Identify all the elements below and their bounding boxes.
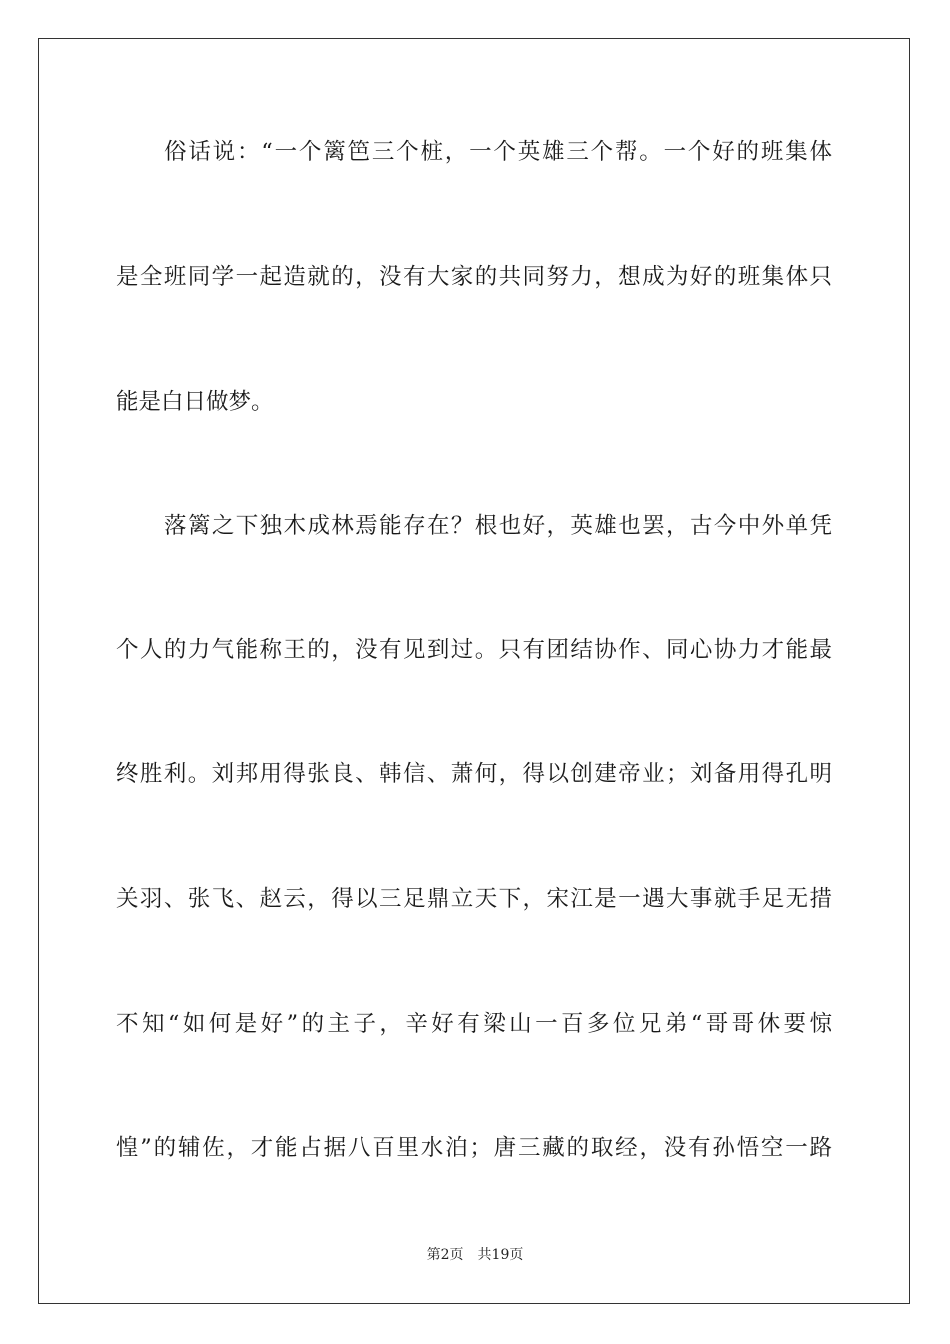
paragraph-2-line-5: 不知“如何是好”的主子，辛好有梁山一百多位兄弟“哥哥休要惊: [116, 1011, 832, 1037]
paragraph-1-line-1: 俗话说：“一个篱笆三个桩，一个英雄三个帮。一个好的班集体: [164, 139, 832, 165]
paragraph-1-line-2: 是全班同学一起造就的，没有大家的共同努力，想成为好的班集体只: [116, 264, 832, 290]
page-footer: [0, 1246, 950, 1264]
page-number: 第2页: [426, 1247, 464, 1263]
paragraph-2-line-4: 关羽、张飞、赵云，得以三足鼎立天下，宋江是一遇大事就手足无措: [116, 886, 832, 912]
paragraph-2-line-6: 惶”的辅佐，才能占据八百里水泊；唐三藏的取经，没有孙悟空一路: [116, 1135, 832, 1161]
paragraph-2-line-1: 落篱之下独木成林焉能存在？根也好，英雄也罢，古今中外单凭: [164, 513, 832, 539]
paragraph-2-line-2: 个人的力气能称王的，没有见到过。只有团结协作、同心协力才能最: [116, 637, 832, 663]
paragraph-2-line-3: 终胜利。刘邦用得张良、韩信、萧何，得以创建帝业；刘备用得孔明: [116, 761, 832, 787]
paragraph-1-line-3: 能是白日做梦。: [116, 389, 274, 415]
page-border: [38, 38, 910, 1304]
total-pages: 共19页: [477, 1247, 524, 1263]
